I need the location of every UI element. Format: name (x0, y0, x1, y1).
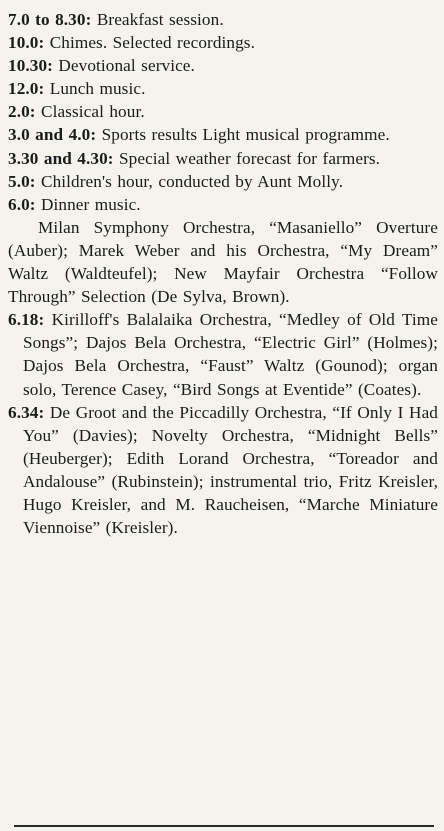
entry-text: Kirilloff's Balalaika Orchestra, “Medley of Old Time Songs”; Dajos Bela Orchestra, “Electric Girl” (Holmes); Dajos Bela Orchestra, “Faust” Waltz (Gounod); organ solo, Terence Casey, “Bird Songs at Eventide” (Coates). (23, 310, 438, 399)
schedule-entry (8, 77, 438, 100)
schedule-entry (8, 8, 438, 31)
schedule-entry (8, 54, 438, 77)
entry-text: Classical hour. (41, 102, 145, 122)
radio-programme-column (8, 8, 438, 539)
entry-text: De Groot and the Piccadilly Orchestra, “If Only I Had You” (Davies); Novelty Orchestra, “Midnight Bells” (Heuberger); Edith Lorand Orchestra, “Toreador and Andalouse” (Rubinstein); instrumental trio, Fritz Kreisler, Hugo Kreisler, and M. Raucheisen, “Marche Miniature Viennoise” (Kreisler). (23, 402, 438, 538)
entry-text: Chimes. Selected recordings. (49, 33, 255, 53)
schedule-entry (8, 147, 438, 170)
schedule-entry (8, 100, 438, 123)
schedule-entry (8, 123, 438, 146)
entry-time: 2.0: (8, 102, 36, 122)
entry-time: 10.30: (8, 56, 53, 76)
entry-text: Sports results Light musical programme. (101, 125, 390, 145)
entry-time: 3.30 and 4.30: (8, 148, 114, 168)
schedule-entry (8, 308, 438, 400)
entry-time: 10.0: (8, 33, 45, 53)
dinner-music-detail: Milan Symphony Orchestra, “Masaniello” Overture (Auber); Marek Weber and his Orchestra, “My Dream” Waltz (Waldteufel); New Mayfair Orchestra “Follow Through” Selection (De Sylva, Brown). (8, 217, 438, 307)
schedule-entry (8, 170, 438, 193)
entry-time: 12.0: (8, 79, 45, 99)
entry-text: Children's hour, conducted by Aunt Molly. (41, 171, 344, 191)
entry-text: Special weather forecast for farmers. (119, 148, 381, 168)
entry-time: 6.34: (8, 402, 45, 422)
entry-time: 7.0 to 8.30: (8, 10, 92, 29)
entry-time: 6.0: (8, 194, 36, 214)
entry-time: 6.18: (8, 310, 45, 330)
schedule-entry (8, 401, 438, 540)
entry-text: Lunch music. (49, 79, 146, 99)
schedule-entry (8, 193, 438, 216)
entry-text: Dinner music. (41, 194, 141, 214)
entry-time: 3.0 and 4.0: (8, 125, 97, 145)
schedule-entry (8, 31, 438, 54)
column-divider-rule (14, 825, 434, 827)
entry-time: 5.0: (8, 171, 36, 191)
entry-text: Devotional service. (58, 56, 195, 76)
entry-text: Breakfast session. (96, 10, 224, 29)
